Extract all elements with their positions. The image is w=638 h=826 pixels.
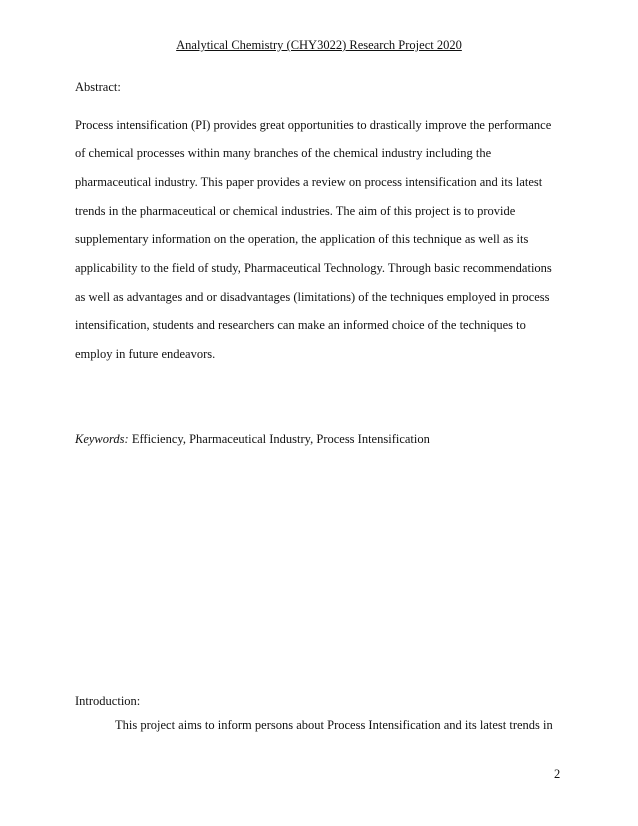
keywords-label: Keywords: [75,432,129,446]
introduction-heading: Introduction: [75,694,141,708]
abstract-line: supplementary information on the operation, the application of this technique as well as its [75,232,529,246]
introduction-first-line: This project aims to inform persons about Process Intensification and its latest trends in [115,718,553,732]
abstract-heading: Abstract: [75,80,121,94]
abstract-line: intensification, students and researchers can make an informed choice of the techniques to [75,318,526,332]
abstract-line: of chemical processes within many branches of the chemical industry including the [75,146,492,160]
page-number: 2 [554,767,561,781]
keywords-list: Efficiency, Pharmaceutical Industry, Process Intensification [128,432,430,446]
abstract-line: applicability to the field of study, Pharmaceutical Technology. Through basic recommendations [75,261,552,275]
page-header: Analytical Chemistry (CHY3022) Research Project 2020 [176,38,462,52]
abstract-line: trends in the pharmaceutical or chemical industries. The aim of this project is to provide [75,204,516,218]
abstract-line: Process intensification (PI) provides great opportunities to drastically improve the performance [75,118,552,132]
abstract-line: employ in future endeavors. [75,347,216,361]
abstract-line: pharmaceutical industry. This paper provides a review on process intensification and its latest [75,175,543,189]
keywords [75,432,430,447]
abstract-line: as well as advantages and or disadvantages (limitations) of the techniques employed in process [75,290,550,304]
